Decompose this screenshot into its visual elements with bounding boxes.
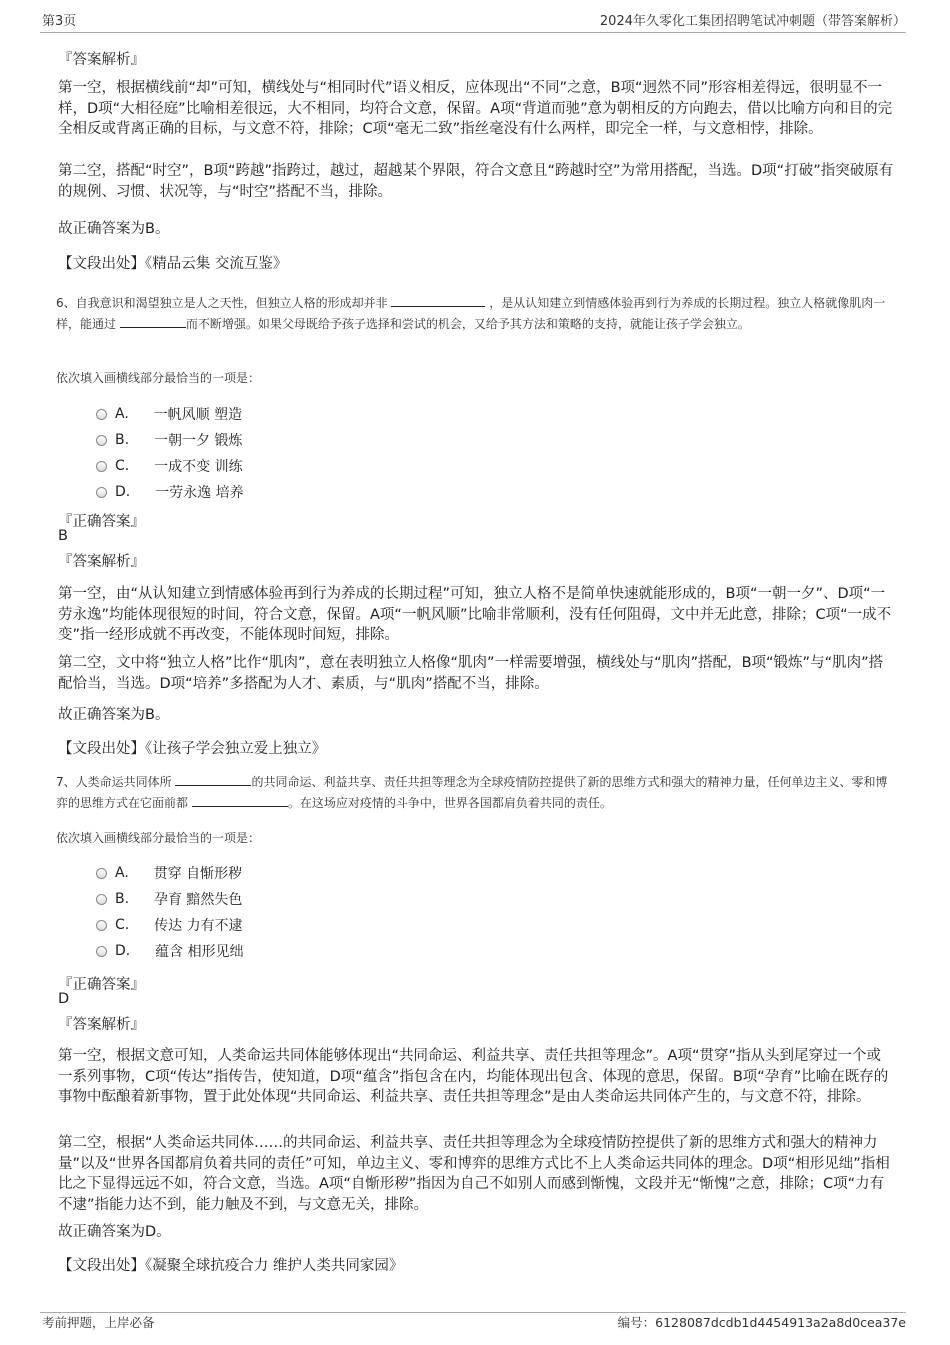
answer-conclusion: 故正确答案为D。: [58, 1224, 171, 1240]
option-text: 一劳永逸 培养: [155, 485, 244, 501]
analysis-paragraph: 第一空，根据文意可知，人类命运共同体能够体现出“共同命运、利益共享、责任共担等理念”。A项“贯穿”指从头到尾穿过一个或一系列事物，C项“传达”指传告，使知道，D项“蕴含”指包含在内，均能体现出包含、体现的意思，保留。B项“孕育”比喻在既存的事物中酝酿着新事物，置于此处体现“共同命运、利益共享、责任共担等理念”是由人类命运共同体产生的，与文意不符，排除。: [58, 1048, 889, 1105]
question-text: ，是从认知建立到情感体验再到行为养成的长期过程。独立人格就像肌肉一样，能通过: [56, 296, 886, 331]
radio-icon[interactable]: [96, 435, 107, 446]
option-a[interactable]: [96, 404, 242, 424]
analysis-label: 『答案解析』: [58, 1017, 145, 1033]
option-text: 一朝一夕 锻炼: [153, 433, 243, 449]
option-letter: A.: [115, 865, 129, 881]
option-d[interactable]: [96, 482, 244, 502]
question-7-text: [56, 772, 894, 814]
correct-answer: D: [58, 991, 70, 1007]
question-text: 。在这场应对疫情的斗争中，世界各国都肩负着共同的责任。: [287, 796, 612, 810]
source-citation: 【文段出处】《精品云集 交流互鉴》: [58, 256, 288, 272]
blank-line: [192, 794, 288, 807]
source-citation: 【文段出处】《让孩子学会独立爱上独立》: [58, 741, 327, 757]
answer-conclusion: 故正确答案为B。: [58, 221, 170, 237]
blank-line: [175, 773, 251, 786]
option-letter: D.: [115, 943, 131, 959]
radio-icon[interactable]: [96, 894, 107, 905]
question-6-text: [56, 293, 894, 335]
option-text: 孕育 黯然失色: [153, 892, 243, 908]
document-code: 编号：6128087dcdb1d4454913a2a8d0cea37e: [617, 1315, 906, 1330]
page-number: 第3页: [42, 14, 77, 29]
analysis-paragraph: 第二空，搭配“时空”，B项“跨越”指跨过，越过，超越某个界限，符合文意且“跨越时空”为常用搭配，当选。D项“打破”指突破原有的规例、习惯、状况等，与“时空”搭配不当，排除。: [58, 163, 894, 200]
answer-conclusion: 故正确答案为B。: [58, 707, 170, 723]
analysis-paragraph: 第一空，由“从认知建立到情感体验再到行为养成的长期过程”可知，独立人格不是简单快速就能形成的，B项“一朝一夕”、D项“一劳永逸”均能体现很短的时间，符合文意，保留。A项“一帆风顺”比喻非常顺利，没有任何阻碍，文中并无此意，排除；C项“一成不变”指一经形成就不再改变，不能体现时间短，排除。: [58, 586, 892, 643]
option-letter: B.: [115, 432, 130, 448]
question-text: 而不断增强。如果父母既给予孩子选择和尝试的机会，又给予其方法和策略的支持，就能让孩子学会独立。: [185, 317, 750, 331]
footer-slogan: 考前押题，上岸必备: [42, 1315, 155, 1330]
blank-line: [120, 315, 186, 328]
option-c[interactable]: [96, 456, 243, 476]
correct-answer-label: 『正确答案』: [58, 977, 145, 993]
blank-line: [391, 294, 485, 307]
option-text: 蕴含 相形见绌: [155, 944, 244, 960]
radio-icon[interactable]: [96, 868, 107, 879]
analysis-paragraph: 第二空，文中将“独立人格”比作“肌肉”，意在表明独立人格像“肌肉”一样需要增强，横线处与“肌肉”搭配，B项“锻炼”与“肌肉”搭配恰当，当选。D项“培养”多搭配为人才、素质，与“肌肉”搭配不当，排除。: [58, 655, 884, 692]
question-text: 6、自我意识和渴望独立是人之天性，但独立人格的形成却并非: [56, 296, 388, 310]
analysis-label: 『答案解析』: [58, 52, 145, 68]
option-text: 传达 力有不逮: [154, 918, 243, 934]
radio-icon[interactable]: [96, 946, 107, 957]
correct-answer: B: [58, 528, 68, 544]
radio-icon[interactable]: [96, 461, 107, 472]
radio-icon[interactable]: [96, 487, 107, 498]
option-text: 一成不变 训练: [154, 459, 243, 475]
analysis-paragraph: 第二空，根据“人类命运共同体……的共同命运、利益共享、责任共担等理念为全球疫情防控提供了新的思维方式和强大的精神力量”以及“世界各国都肩负着共同的责任”可知，单边主义、零和博弈的思维方式比不上人类命运共同体的理念。D项“相形见绌”指相比之下显得远远不如，符合文意，当选。A项“自惭形秽”指因为自己不如别人而感到惭愧，文段并无“惭愧”之意，排除；C项“力有不逮”指能力达不到，能力触及不到，与文意无关，排除。: [58, 1135, 890, 1213]
option-text: 一帆风顺 塑造: [153, 407, 243, 423]
analysis-label: 『答案解析』: [58, 554, 145, 570]
option-b[interactable]: [96, 889, 242, 909]
option-letter: D.: [115, 484, 131, 500]
document-title: 2024年久零化工集团招聘笔试冲刺题（带答案解析）: [599, 14, 906, 29]
option-b[interactable]: [96, 430, 242, 450]
option-c[interactable]: [96, 915, 243, 935]
question-text: 7、人类命运共同体所: [56, 775, 172, 789]
option-d[interactable]: [96, 941, 244, 961]
radio-icon[interactable]: [96, 409, 107, 420]
option-a[interactable]: [96, 863, 242, 883]
question-prompt: 依次填入画横线部分最恰当的一项是：: [56, 371, 261, 385]
option-letter: A.: [115, 406, 129, 422]
question-text: 的共同命运、利益共享、责任共担等理念为全球疫情防控提供了新的思维方式和强大的精神力量，任何单边主义、零和博弈的思维方式在它面前都: [56, 775, 888, 810]
option-letter: C.: [115, 458, 130, 474]
source-citation: 【文段出处】《凝聚全球抗疫合力 维护人类共同家园》: [58, 1258, 404, 1274]
question-prompt: 依次填入画横线部分最恰当的一项是：: [56, 831, 261, 845]
option-letter: C.: [115, 917, 130, 933]
correct-answer-label: 『正确答案』: [58, 514, 145, 530]
option-letter: B.: [115, 891, 130, 907]
option-text: 贯穿 自惭形秽: [153, 866, 243, 882]
header-divider: [40, 32, 906, 33]
analysis-paragraph: 第一空，根据横线前“却”可知，横线处与“相同时代”语义相反，应体现出“不同”之意，B项“迥然不同”形容相差得远，很明显不一样，D项“大相径庭”比喻相差很远，大不相同，均符合文意，保留。A项“背道而驰”意为朝相反的方向跑去，借以比喻方向和目的完全相反或背离正确的目标，与文意不符，排除；C项“毫无二致”指丝毫没有什么两样，即完全一样，与文意相悖，排除。: [58, 80, 893, 137]
radio-icon[interactable]: [96, 920, 107, 931]
